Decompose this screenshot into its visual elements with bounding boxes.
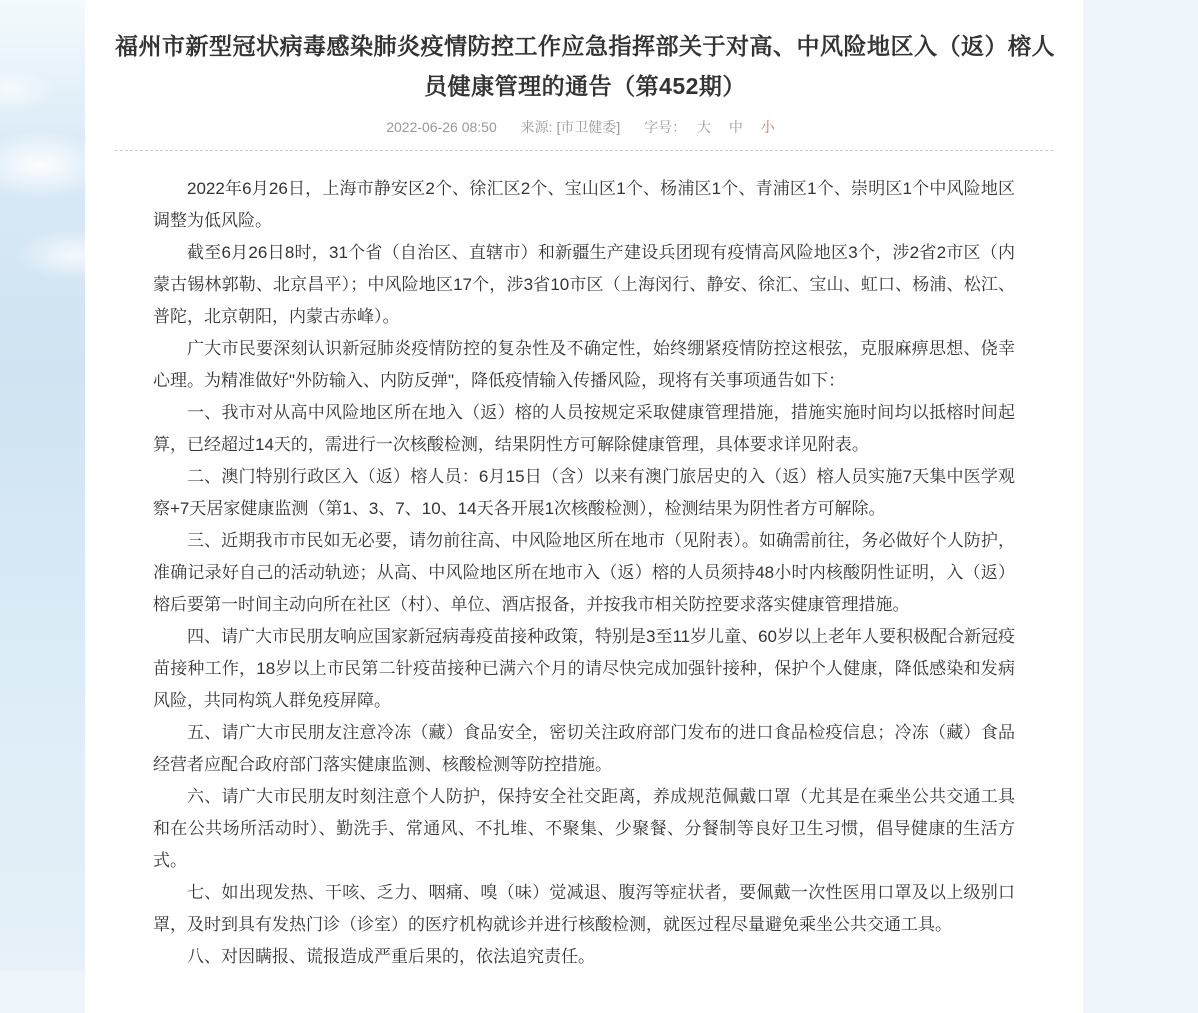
paragraph: 五、请广大市民朋友注意冷冻（藏）食品安全，密切关注政府部门发布的进口食品检疫信息；冷冻（藏）食品经营者应配合政府部门落实健康监测、核酸检测等防控措施。 xyxy=(153,723,1015,774)
source-segment xyxy=(521,119,624,135)
paragraph: 二、澳门特别行政区入（返）榕人员：6月15日（含）以来有澳门旅居史的入（返）榕人员实施7天集中医学观察+7天居家健康监测（第1、3、7、10、14天各开展1次核酸检测），检测结果为阴性者方可解除。 xyxy=(153,467,1015,518)
paragraph: 一、我市对从高中风险地区所在地入（返）榕的人员按规定采取健康管理措施，措施实施时间均以抵榕时间起算，已经超过14天的，需进行一次核酸检测，结果阴性方可解除健康管理，具体要求详见附表。 xyxy=(153,403,1015,454)
source-label: 来源: xyxy=(520,119,553,135)
source-value: [市卫健委] xyxy=(556,119,621,135)
paragraph: 2022年6月26日，上海市静安区2个、徐汇区2个、宝山区1个、杨浦区1个、青浦区1个、崇明区1个中风险地区调整为低风险。 xyxy=(153,179,1015,230)
paragraph: 广大市民要深刻认识新冠肺炎疫情防控的复杂性及不确定性，始终绷紧疫情防控这根弦，克服麻痹思想、侥幸心理。为精准做好"外防输入、内防反弹"，降低疫情输入传播风险，现将有关事项通告如下： xyxy=(153,339,1015,390)
meta-bar xyxy=(115,117,1053,137)
paragraph: 三、近期我市市民如无必要，请勿前往高、中风险地区所在地市（见附表）。如确需前往，务必做好个人防护，准确记录好自己的活动轨迹；从高、中风险地区所在地市入（返）榕的人员须持48小时内核酸阴性证明，入（返）榕后要第一时间主动向所在社区（村）、单位、酒店报备，并按我市相关防控要求落实健康管理措施。 xyxy=(153,531,1015,614)
article-body xyxy=(153,173,1015,973)
paragraph: 七、如出现发热、干咳、乏力、咽痛、嗅（味）觉减退、腹泻等症状者，要佩戴一次性医用口罩及以上级别口罩，及时到具有发热门诊（诊室）的医疗机构就诊并进行核酸检测，就医过程尽量避免乘坐公共交通工具。 xyxy=(153,883,1015,934)
paragraph: 八、对因瞒报、谎报造成严重后果的，依法追究责任。 xyxy=(187,947,595,966)
page-title: 福州市新型冠状病毒感染肺炎疫情防控工作应急指挥部关于对高、中风险地区入（返）榕人员健康管理的通告（第452期） xyxy=(115,33,1055,99)
dashed-divider xyxy=(115,150,1053,151)
paragraph: 截至6月26日8时，31个省（自治区、直辖市）和新疆生产建设兵团现有疫情高风险地区3个，涉2省2市区（内蒙古锡林郭勒、北京昌平）；中风险地区17个，涉3省10市区（上海闵行、静安、徐汇、宝山、虹口、杨浦、松江、普陀，北京朝阳，内蒙古赤峰）。 xyxy=(153,243,1015,326)
paragraph: 四、请广大市民朋友响应国家新冠病毒疫苗接种政策，特别是3至11岁儿童、60岁以上老年人要积极配合新冠疫苗接种工作，18岁以上市民第二针疫苗接种已满六个月的请尽快完成加强针接种，保护个人健康，降低感染和发病风险，共同构筑人群免疫屏障。 xyxy=(153,627,1016,710)
font-size-segment xyxy=(644,119,782,135)
article-card xyxy=(85,0,1083,1013)
sky-clouds-decoration xyxy=(0,0,85,971)
font-size-large-button[interactable]: 大 xyxy=(697,119,711,135)
font-size-label: 字号： xyxy=(644,119,687,135)
font-size-small-button[interactable]: 小 xyxy=(760,119,775,135)
paragraph: 六、请广大市民朋友时刻注意个人防护，保持安全社交距离，养成规范佩戴口罩（尤其是在乘坐公共交通工具和在公共场所活动时）、勤洗手、常通风、不扎堆、不聚集、少聚餐、分餐制等良好卫生习惯，倡导健康的生活方式。 xyxy=(153,787,1015,870)
font-size-medium-button[interactable]: 中 xyxy=(728,119,743,135)
publish-date: 2022-06-26 08:50 xyxy=(386,119,497,135)
